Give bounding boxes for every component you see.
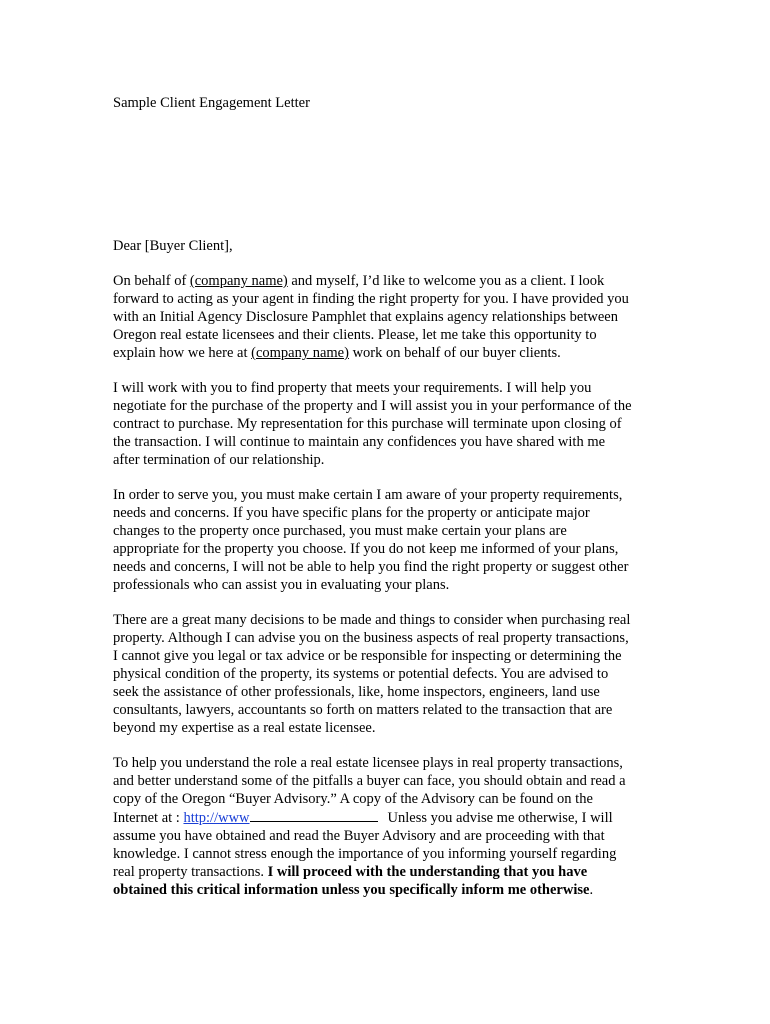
text-fragment: explain how we here at <box>113 345 252 361</box>
text-line <box>113 881 661 899</box>
text-fragment: work on behalf of our buyer clients. <box>348 345 561 361</box>
text-line: physical condition of the property, its systems or potential defects. You are advised to <box>113 666 609 682</box>
text-fragment: real property transactions. <box>113 864 268 880</box>
text-fragment: and myself, I’d like to welcome you as a client. I look <box>287 273 605 289</box>
text-line: To help you understand the role a real estate licensee plays in real property transactions, <box>113 755 623 771</box>
text-line: needs and concerns, I will not be able to help you find the right property or suggest other <box>113 559 629 575</box>
paragraph-representation <box>113 379 661 469</box>
text-line: after termination of our relationship. <box>113 452 325 468</box>
text-fragment: Unless you advise me otherwise, I will <box>387 810 613 826</box>
text-line: I cannot give you legal or tax advice or be responsible for inspecting or determining the <box>113 648 622 664</box>
text-line: forward to acting as your agent in finding the right property for you. I have provided you <box>113 291 629 307</box>
text-line: professionals who can assist you in evaluating your plans. <box>113 577 450 593</box>
text-fragment: . <box>589 882 594 898</box>
text-line: needs and concerns. If you have specific plans for the property or anticipate major <box>113 505 590 521</box>
text-line: the transaction. I will continue to maintain any confidences you have shared with me <box>113 434 606 450</box>
text-line <box>113 808 661 827</box>
text-line: negotiate for the purchase of the property and I will assist you in your performance of the <box>113 398 632 414</box>
salutation: Dear [Buyer Client], <box>113 238 233 254</box>
text-line: assume you have obtained and read the Buyer Advisory and are proceeding with that <box>113 828 605 844</box>
company-name-placeholder: (company name) <box>251 345 349 361</box>
text-line <box>113 344 661 362</box>
paragraph-limitations <box>113 611 661 737</box>
url-blank-line <box>250 808 378 822</box>
text-line: changes to the property once purchased, you must make certain your plans are <box>113 523 567 539</box>
buyer-advisory-link[interactable]: http://www <box>183 810 250 826</box>
paragraph-buyer-advisory <box>113 754 661 899</box>
text-line <box>113 272 661 290</box>
text-line: appropriate for the property you choose. If you do not keep me informed of your plans, <box>113 541 619 557</box>
text-line: In order to serve you, you must make certain I am aware of your property requirements, <box>113 487 623 503</box>
text-line: with an Initial Agency Disclosure Pamphlet that explains agency relationships between <box>113 309 618 325</box>
text-line: beyond my expertise as a real estate licensee. <box>113 720 376 736</box>
paragraph-requirements <box>113 486 661 594</box>
bold-statement: obtained this critical information unless you specifically inform me otherwise <box>113 882 590 898</box>
text-line <box>113 863 661 881</box>
bold-statement: I will proceed with the understanding that you have <box>267 864 588 880</box>
text-line: property. Although I can advise you on the business aspects of real property transactions, <box>113 630 629 646</box>
letter-body <box>113 272 661 916</box>
text-fragment: Internet at : <box>113 810 184 826</box>
text-line: and better understand some of the pitfalls a buyer can face, you should obtain and read a <box>113 773 626 789</box>
text-line: seek the assistance of other professionals, like, home inspectors, engineers, land use <box>113 684 600 700</box>
text-line: contract to purchase. My representation for this purchase will terminate upon closing of <box>113 416 622 432</box>
text-line: I will work with you to find property that meets your requirements. I will help you <box>113 380 592 396</box>
text-line: knowledge. I cannot stress enough the importance of you informing yourself regarding <box>113 846 617 862</box>
text-line: copy of the Oregon “Buyer Advisory.” A copy of the Advisory can be found on the <box>113 791 593 807</box>
document-title: Sample Client Engagement Letter <box>113 95 310 111</box>
text-fragment: On behalf of <box>113 273 190 289</box>
paragraph-welcome <box>113 272 661 362</box>
text-line: Oregon real estate licensees and their clients. Please, let me take this opportunity to <box>113 327 597 343</box>
company-name-placeholder: (company name) <box>189 273 288 289</box>
text-line: There are a great many decisions to be made and things to consider when purchasing real <box>113 612 631 628</box>
text-line: consultants, lawyers, accountants so forth on matters related to the transaction that are <box>113 702 613 718</box>
